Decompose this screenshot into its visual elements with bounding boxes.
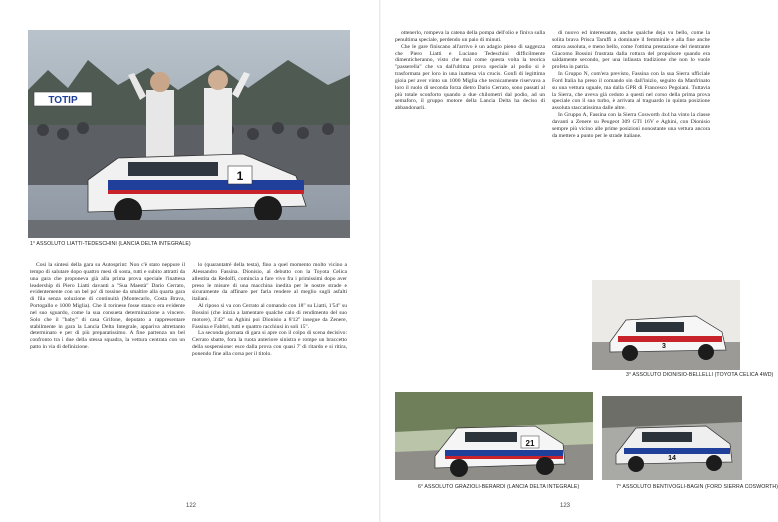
grazioli-photo bbox=[395, 392, 593, 480]
sierra-caption: 7° ASSOLUTO BENTIVOGLI-BAGIN (FORD SIERRA COSWORTH) bbox=[616, 484, 778, 490]
celica-caption: 3° ASSOLUTO DIONISIO-BELLELLI (TOYOTA CELICA 4WD) bbox=[626, 372, 774, 378]
paragraph: di nuovo ed interessante, anche qualche deja vu bello, come la solita brava Prisca Taruffi a dominare il femminile e alla fine anche ottava assoluta, e meno bello, come l'ottima prestazione del rientrante Giacomo Bossini frustrata dalla rottura del propulsore quando era saldamente secondo, per una infausta tradizione che non lo vuole profeta in patria. bbox=[552, 30, 710, 71]
car-number: 1 bbox=[236, 169, 244, 183]
car-number: 21 bbox=[525, 439, 535, 448]
page-number-left: 122 bbox=[186, 503, 197, 509]
car-number: 3 bbox=[662, 343, 666, 350]
sierra-photo-graphic bbox=[602, 396, 742, 480]
celica-photo-graphic bbox=[592, 280, 740, 370]
celica-photo bbox=[592, 280, 740, 370]
banner-text: TOTIP bbox=[48, 95, 78, 106]
right-column-2 bbox=[552, 30, 710, 298]
left-column-2 bbox=[192, 262, 347, 500]
page-number-right: 123 bbox=[560, 503, 571, 509]
right-column-1 bbox=[395, 30, 545, 450]
sierra-photo bbox=[602, 396, 742, 480]
right-page bbox=[380, 0, 778, 522]
winner-photo bbox=[28, 30, 350, 238]
paragraph: In Gruppo N, com'era previsto, Fassina con la sua Sierra ufficiale Ford Italia ha preso il comando sin dall'inizio, seguito da Manfrinato su una vettura uguale, ma dalla GPR di Francesco Pegoiani. Tuttavia la Sierra, che aveva già ceduto a questi nel corso della prima prova speciale con il suo turbo, è arrivata al traguardo in quinta posizione assoluta staccatissima dalle altre. bbox=[552, 71, 710, 112]
paragraph: In Gruppo A, Fassina con la Sierra Cosworth 4x4 ha vinto la classe davanti a Zenere su Peugeot 309 GTI 16V e Aghini, con Dionisio sempre più vicino alle prime posizioni nonostante una vettura ancora da mettere a punto per le strade italiane. bbox=[552, 112, 710, 139]
paragraph: Che le gare finiscano all'arrivo è un adagio pieno di saggezza che Piero Liatti e Luciano Tedeschini difficilmente dimenticheranno, visto che mai come questa volta la teorica "passerella" che va dall'ultima prova speciale al podio si è trasformata per loro in una inattesa via crucis. Gonfi di legittima gioia per aver vinto un 1000 Miglia che tecnicamente riservava a loro il ruolo di seconda forza dietro Dario Cerrato, sono passati al più totale sconforto quando a due chilometri dal podio, ad un semaforo, il gruppo motore della Lancia Delta ha deciso di abbandonarli. bbox=[395, 43, 545, 112]
paragraph: ottenerlo, rompeva la catena della pompa dell'olio e finiva sulla penultima speciale, perdendo un paio di minuti. bbox=[395, 30, 545, 43]
left-page bbox=[0, 0, 380, 522]
winner-photo-graphic bbox=[28, 30, 350, 238]
paragraph: Al riposo si va con Cerrato al comando con 18" su Liatti, 1'54" su Bossini (che inizia a lamentare qualche calo di rendimento del suo motore), 3'42" su Aghini poi Dionisio a 8'12" insegue da Zenere, Fassina e Fabbri, tutti e quattro racchiusi in soli 15". bbox=[192, 303, 347, 330]
paragraph: Così la sintesi della gara su Autosprint: Non c'è stato neppure il tempo di salutare dopo quattro mesi di sosta, tutti e subito attratti da una gara che proponeva già alla prima prova speciale l'inattesa leadership di Piero Liatti davanti a "Sua Maestà" Dario Cerrato, evidentemente con un bel po' di tossine da smaltire alla quarta gara di fila senza soluzione di continuità (Montecarlo, Costa Brava, Portogallo e 1000 Miglia). Che il torinese fosse stanco era evidente nel suo sguardo, come la sua consueta determinazione a vincere. Solo che il "baby" di casa Grifone, deputato a rappresentare stabilmente in gara la Lancia Delta Integrale, appariva altrettanto determinato e per di più preparatissimo. A fine partenza un bel confronto tra i due della stessa squadra, la vettura centrata con un patto in via di definizione. bbox=[30, 262, 185, 351]
paragraph: La seconda giornata di gara si apre con il colpo di scena decisivo: Cerrato sbatte, fora la ruota anteriore sinistra e rompe un braccetto della sospensione: esce dalla prova con quasi 7' di ritardo e si ritira, ponendo fine alla corsa per il titolo. bbox=[192, 330, 347, 357]
left-column-1 bbox=[30, 262, 185, 500]
grazioli-photo-graphic bbox=[395, 392, 593, 480]
winner-photo-caption: 1° ASSOLUTO LIATTI-TEDESCHINI (LANCIA DELTA INTEGRALE) bbox=[30, 241, 191, 247]
grazioli-caption: 6° ASSOLUTO GRAZIOLI-BERARDI (LANCIA DELTA INTEGRALE) bbox=[418, 484, 580, 490]
car-number: 14 bbox=[668, 455, 676, 462]
paragraph: lo (quarantatré della testa), fino a quel momento molto vicino a Alessandro Fassina. Dionisio, al debutto con la Toyota Celica allestita da Redolfi, comincia a fare vivo fra i primissimi dopo aver preso le misure di una macchina inedita per le nostre strade e sicuramente da affinare per farla rendere al meglio sugli asfalti italiani. bbox=[192, 262, 347, 303]
